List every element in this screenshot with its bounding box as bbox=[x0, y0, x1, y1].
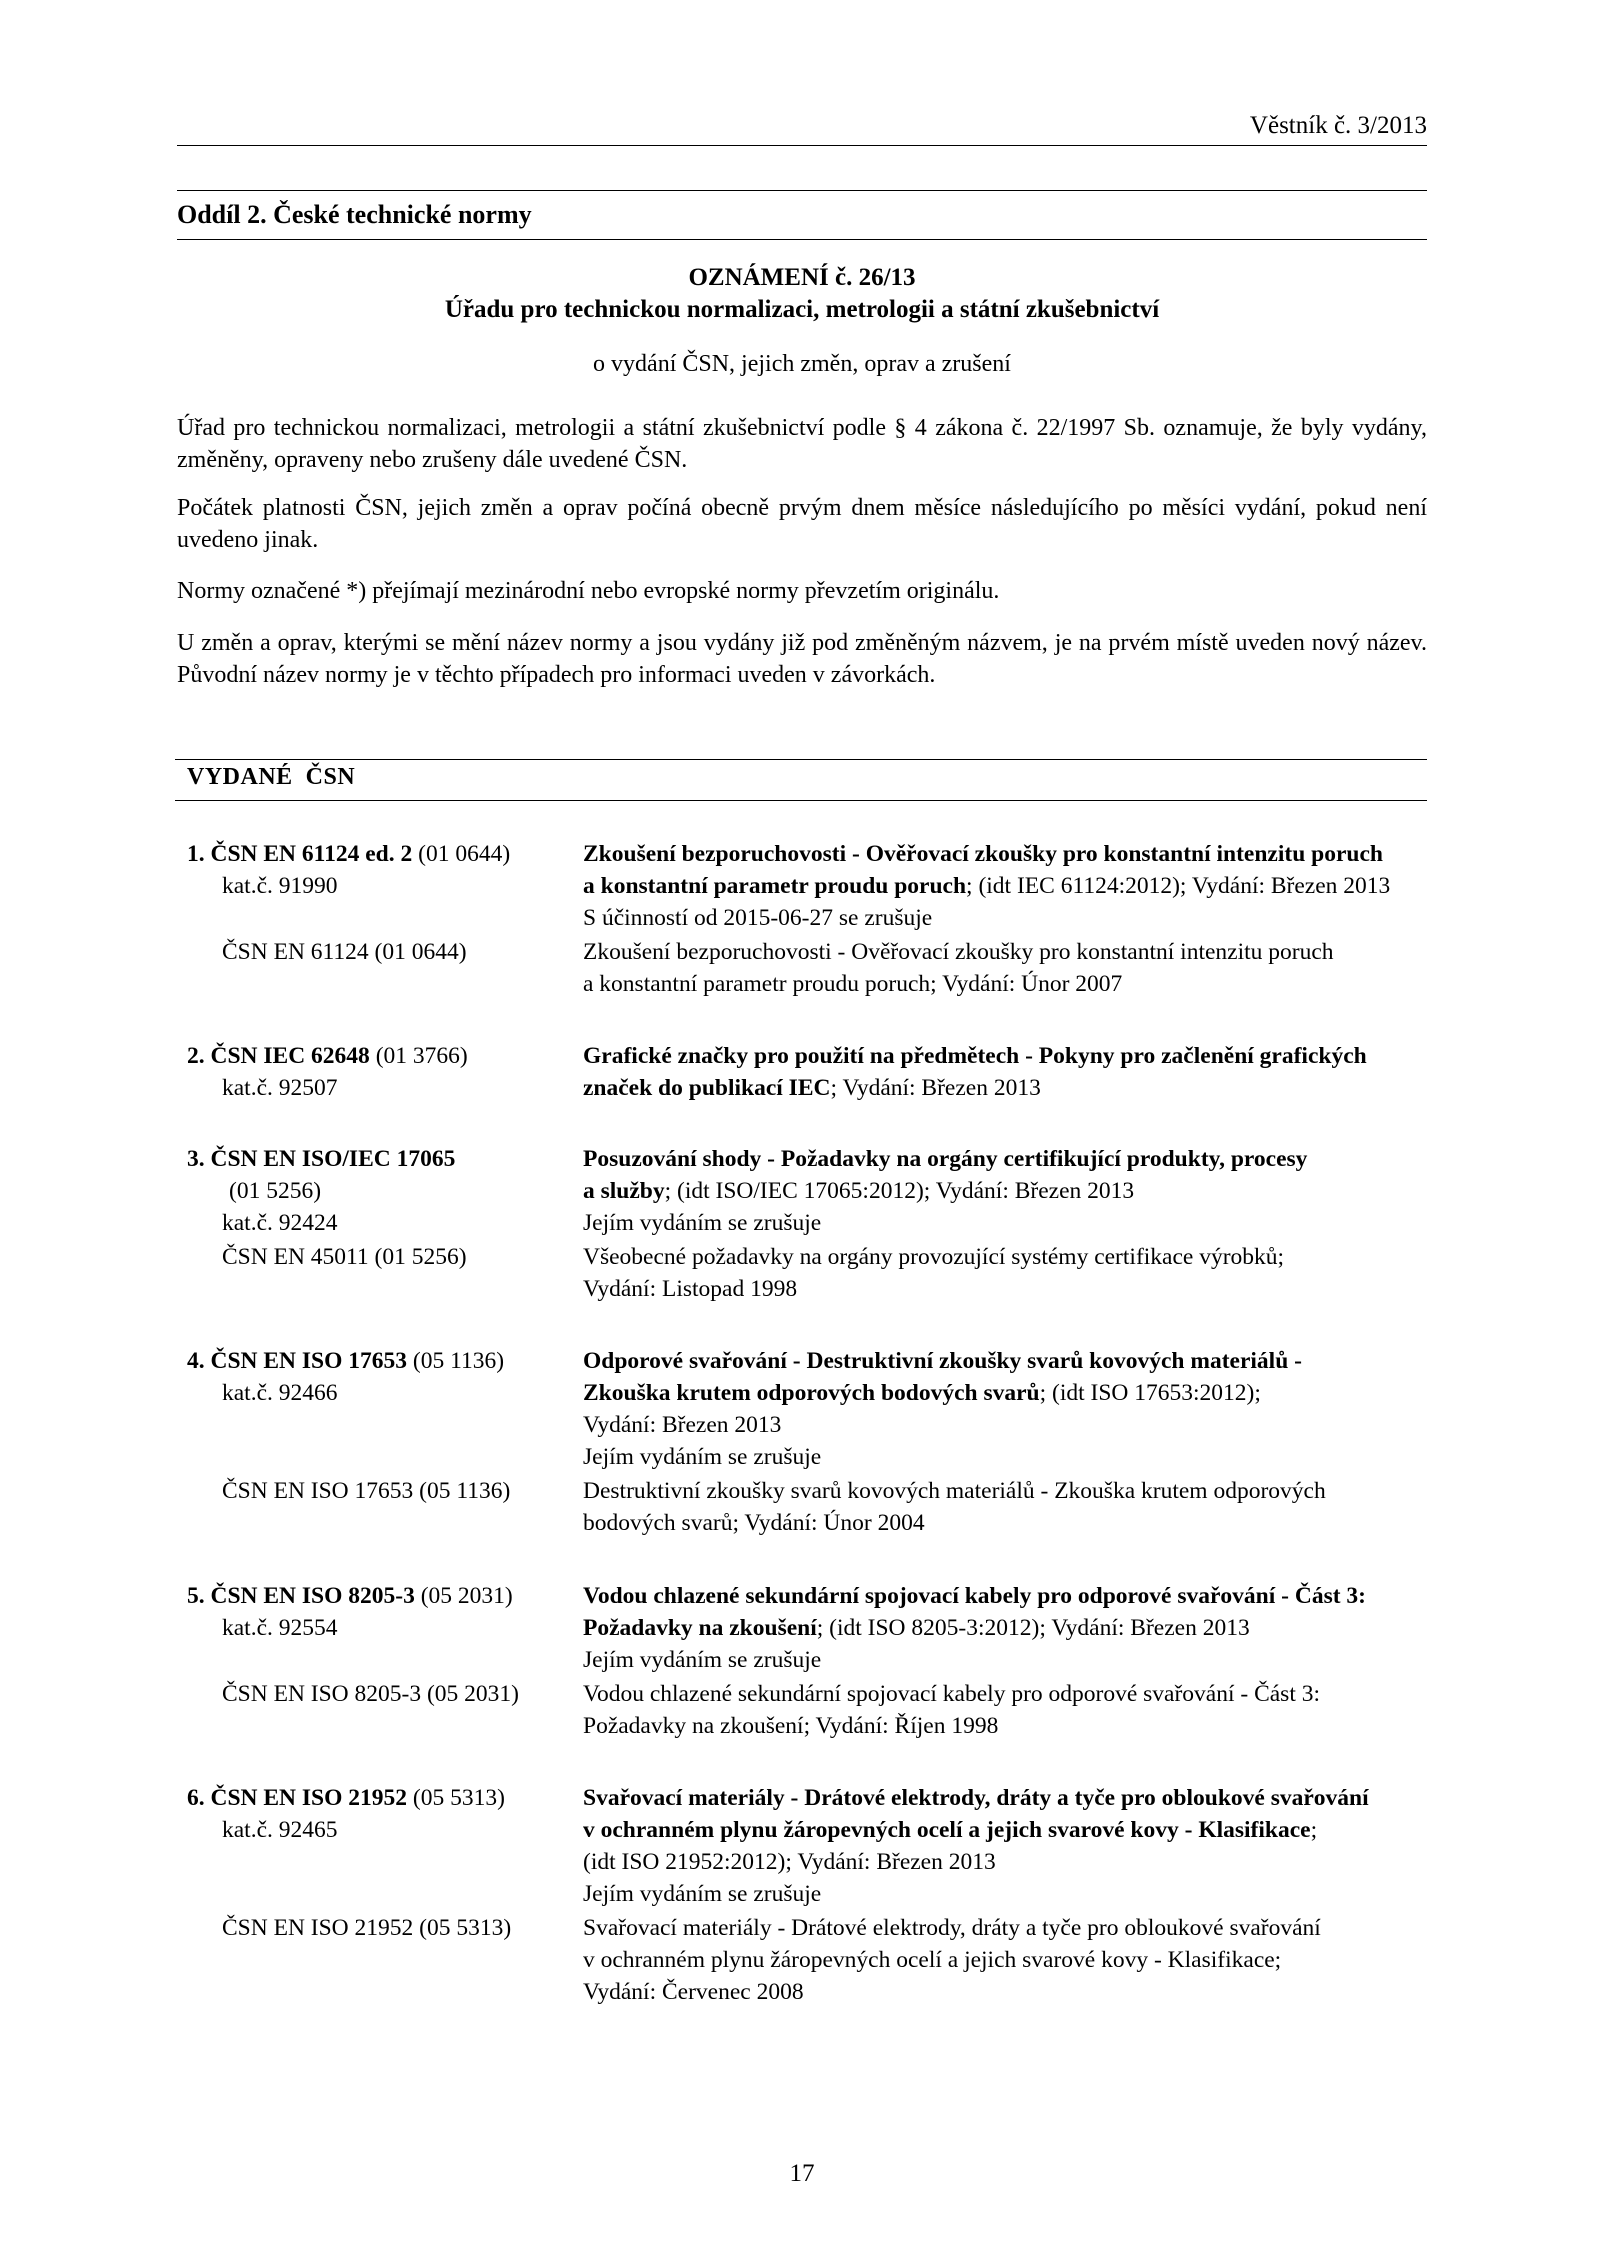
withdrawal-note: Jejím vydáním se zrušuje bbox=[583, 1647, 822, 1673]
notice-title bbox=[177, 262, 1427, 326]
superseded-description: Vodou chlazené sekundární spojovací kabely pro odporové svařování - Část 3: Požadavky na zkoušení; Vydání: Říjen 1998 bbox=[583, 1681, 1321, 1739]
superseded-code: ČSN EN 45011 (01 5256) bbox=[222, 1244, 467, 1270]
standard-title-cont: a služby; (idt ISO/IEC 17065:2012); Vydání: Březen 2013 bbox=[583, 1178, 1135, 1204]
notice-subtitle: o vydání ČSN, jejich změn, oprav a zrušení bbox=[593, 351, 1011, 377]
section-rule-bottom bbox=[177, 239, 1427, 240]
standard-code: 3. ČSN EN ISO/IEC 17065 bbox=[187, 1146, 456, 1172]
standard-code: 4. ČSN EN ISO 17653 (05 1136) bbox=[187, 1348, 505, 1374]
catalog-number: kat.č. 92554 bbox=[222, 1615, 338, 1641]
superseded-code: ČSN EN ISO 21952 (05 5313) bbox=[222, 1915, 512, 1941]
standard-title: Vodou chlazené sekundární spojovací kabely pro odporové svařování - Část 3: bbox=[583, 1583, 1366, 1609]
intro-paragraph: Normy označené *) přejímají mezinárodní nebo evropské normy převzetím originálu. bbox=[177, 578, 1000, 604]
standard-title: Odporové svařování - Destruktivní zkoušky svarů kovových materiálů - bbox=[583, 1348, 1302, 1374]
notice-title-line1: OZNÁMENÍ č. 26/13 bbox=[688, 264, 916, 291]
notice-title-line2: Úřadu pro technickou normalizaci, metrologii a státní zkušebnictví bbox=[444, 296, 1160, 323]
standard-description bbox=[583, 1580, 1443, 1676]
standard-title: Svařovací materiály - Drátové elektrody, dráty a tyče pro obloukové svařování bbox=[583, 1785, 1369, 1811]
standard-title: Posuzování shody - Požadavky na orgány certifikující produkty, procesy bbox=[583, 1146, 1308, 1172]
page-number: 17 bbox=[789, 2160, 815, 2187]
standard-description bbox=[583, 1782, 1443, 1910]
standard-code-block bbox=[187, 1782, 577, 1846]
standard-description bbox=[583, 1345, 1443, 1473]
standard-code: 6. ČSN EN ISO 21952 (05 5313) bbox=[187, 1785, 505, 1811]
standard-title-cont: značek do publikací IEC; Vydání: Březen 2013 bbox=[583, 1075, 1041, 1101]
catalog-number: kat.č. 92507 bbox=[222, 1075, 338, 1101]
withdrawal-note: Jejím vydáním se zrušuje bbox=[583, 1881, 822, 1907]
standard-code: 2. ČSN IEC 62648 (01 3766) bbox=[187, 1043, 468, 1069]
superseded-description: Všeobecné požadavky na orgány provozující systémy certifikace výrobků; Vydání: Listopad 1998 bbox=[583, 1244, 1285, 1302]
withdrawal-note: S účinností od 2015-06-27 se zrušuje bbox=[583, 905, 933, 931]
superseded-code: ČSN EN ISO 8205-3 (05 2031) bbox=[222, 1681, 520, 1707]
superseded-code: ČSN EN 61124 (01 0644) bbox=[222, 939, 467, 965]
standard-code-block bbox=[187, 1345, 577, 1409]
standard-description bbox=[583, 1143, 1443, 1239]
standard-code: 5. ČSN EN ISO 8205-3 (05 2031) bbox=[187, 1583, 513, 1609]
standard-code-block bbox=[187, 1580, 577, 1644]
catalog-number: kat.č. 91990 bbox=[222, 873, 338, 899]
superseded-description: Destruktivní zkoušky svarů kovových materiálů - Zkouška krutem odporových bodových svarů; Vydání: Únor 2004 bbox=[583, 1478, 1326, 1536]
standard-title-cont: Zkouška krutem odporových bodových svarů; (idt ISO 17653:2012); bbox=[583, 1380, 1261, 1406]
catalog-number: kat.č. 92424 bbox=[222, 1210, 338, 1236]
standard-code: 1. ČSN EN 61124 ed. 2 (01 0644) bbox=[187, 841, 511, 867]
list-heading-rule-top bbox=[175, 759, 1427, 760]
standard-title-cont: (idt ISO 21952:2012); Vydání: Březen 2013 bbox=[583, 1849, 996, 1875]
standard-code-block bbox=[187, 838, 577, 902]
running-head: Věstník č. 3/2013 bbox=[1249, 112, 1427, 139]
standard-title-cont: Vydání: Březen 2013 bbox=[583, 1412, 782, 1438]
withdrawal-note: Jejím vydáním se zrušuje bbox=[583, 1210, 822, 1236]
standard-title-cont: v ochranném plynu žáropevných ocelí a jejich svarové kovy - Klasifikace; bbox=[583, 1817, 1318, 1843]
standard-description bbox=[583, 1040, 1443, 1104]
withdrawal-note: Jejím vydáním se zrušuje bbox=[583, 1444, 822, 1470]
intro-paragraph: U změn a oprav, kterými se mění název normy a jsou vydány již pod změněným názvem, je na prvém místě uveden nový název. Původní název normy je v těchto případech pro informaci uveden v závorkách. bbox=[177, 630, 1427, 688]
intro-paragraph: Úřad pro technickou normalizaci, metrologii a státní zkušebnictví podle § 4 zákona č. 22/1997 Sb. oznamuje, že byly vydány, změněny, opraveny nebo zrušeny dále uvedené ČSN. bbox=[177, 415, 1427, 473]
standard-code-block bbox=[187, 1040, 577, 1104]
standard-title: Grafické značky pro použití na předmětech - Pokyny pro začlenění grafických bbox=[583, 1043, 1367, 1069]
standard-code-number: (01 5256) bbox=[229, 1178, 322, 1204]
section-title: Oddíl 2. České technické normy bbox=[177, 200, 532, 229]
section-rule-top bbox=[177, 190, 1427, 191]
intro-paragraph: Počátek platnosti ČSN, jejich změn a oprav počíná obecně prvým dnem měsíce následujícího po měsíci vydání, pokud není uvedeno jinak. bbox=[177, 495, 1427, 553]
catalog-number: kat.č. 92466 bbox=[222, 1380, 338, 1406]
list-heading: VYDANÉ ČSN bbox=[187, 764, 356, 790]
superseded-description: Svařovací materiály - Drátové elektrody, dráty a tyče pro obloukové svařování v ochranném plynu žáropevných ocelí a jejich svarové kovy - Klasifikace; Vydání: Červenec 2008 bbox=[583, 1915, 1321, 2005]
standard-title-cont: a konstantní parametr proudu poruch; (idt IEC 61124:2012); Vydání: Březen 2013 bbox=[583, 873, 1391, 899]
standard-title: Zkoušení bezporuchovosti - Ověřovací zkoušky pro konstantní intenzitu poruch bbox=[583, 841, 1383, 867]
standard-code-block bbox=[187, 1143, 577, 1239]
standard-title-cont: Požadavky na zkoušení; (idt ISO 8205-3:2012); Vydání: Březen 2013 bbox=[583, 1615, 1250, 1641]
header-rule bbox=[177, 145, 1427, 146]
superseded-description: Zkoušení bezporuchovosti - Ověřovací zkoušky pro konstantní intenzitu poruch a konstantní parametr proudu poruch; Vydání: Únor 2007 bbox=[583, 939, 1334, 997]
catalog-number: kat.č. 92465 bbox=[222, 1817, 338, 1843]
standard-description bbox=[583, 838, 1443, 934]
list-heading-rule-bottom bbox=[175, 800, 1427, 801]
superseded-code: ČSN EN ISO 17653 (05 1136) bbox=[222, 1478, 511, 1504]
